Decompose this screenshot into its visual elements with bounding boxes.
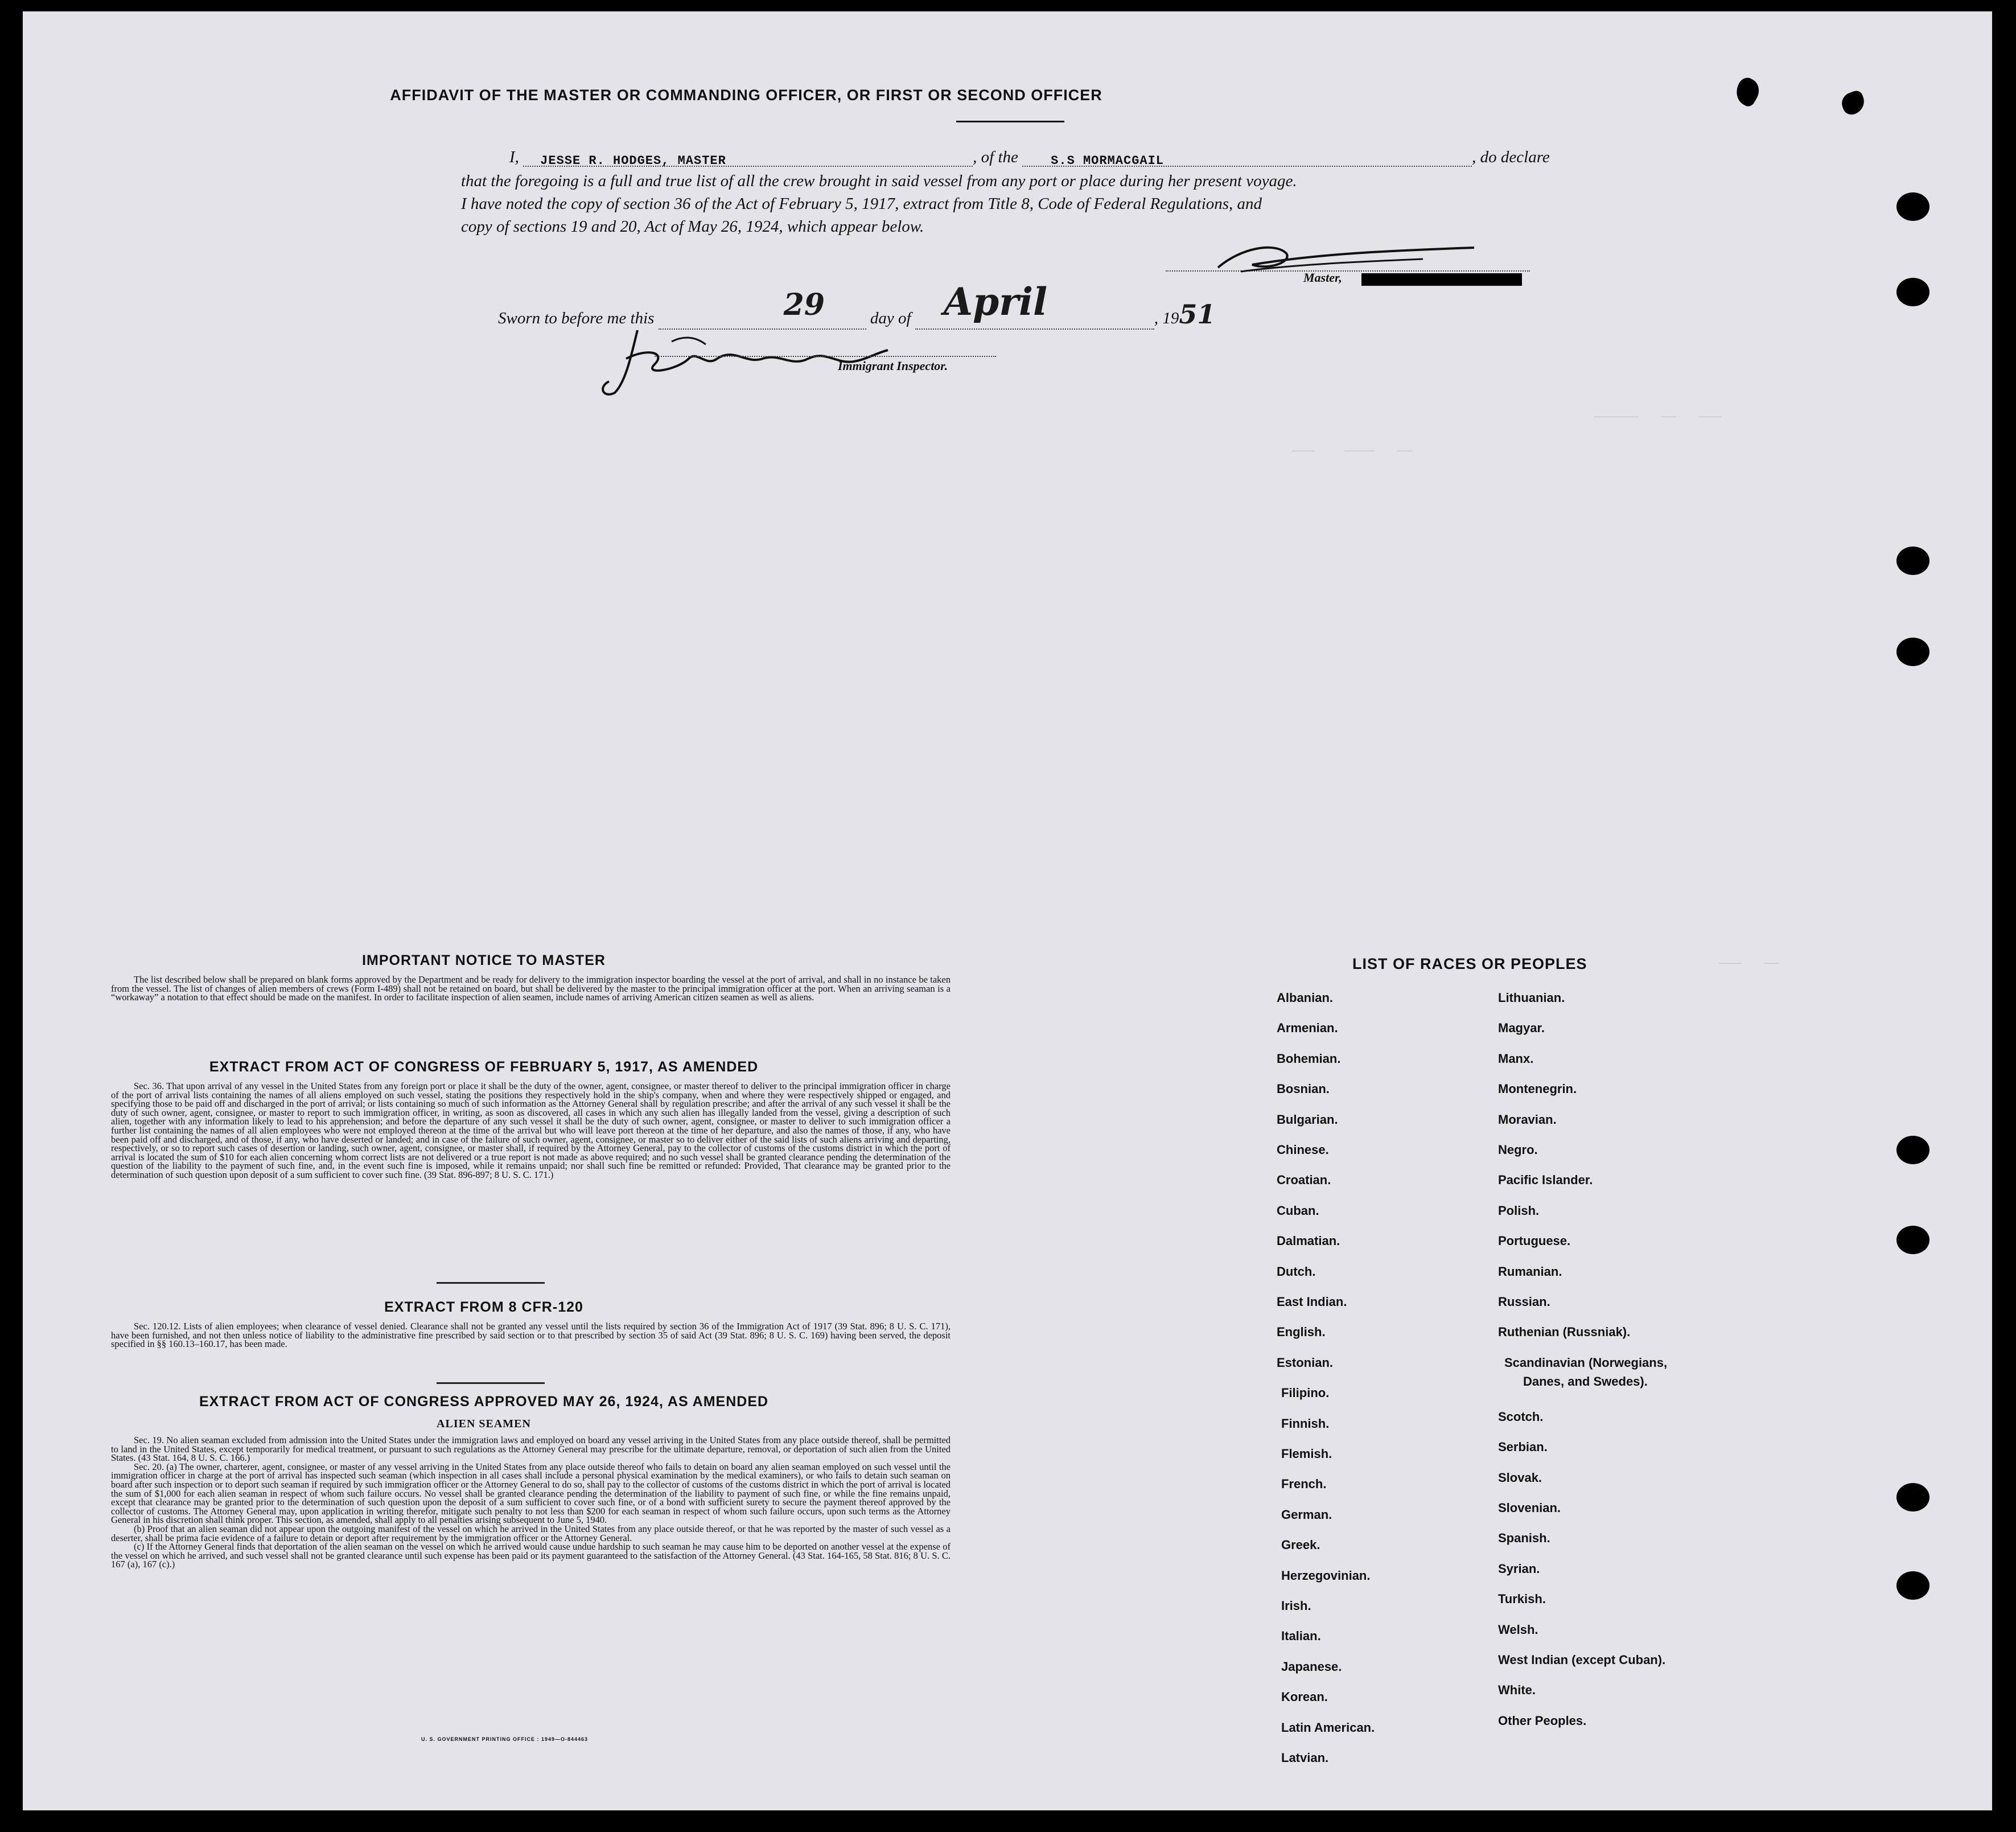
- race-item: Korean.: [1281, 1690, 1328, 1704]
- race-item: Irish.: [1281, 1599, 1311, 1613]
- race-item: Chinese.: [1277, 1143, 1329, 1157]
- race-item: Ruthenian (Russniak).: [1498, 1325, 1631, 1340]
- ink-blot: [1731, 75, 1764, 109]
- race-item: Lithuanian.: [1498, 991, 1565, 1005]
- section-19-paragraph: Sec. 19. No alien seaman excluded from admission into the United States under the immigration laws and employed on board any vessel arriving in the United States from any place outside thereof, shall be permitted to land in the United States, except temporarily for medical treatment, or pursuant to such regulations as the Attorney General may prescribe for the ultimate departure, removal, or deportation of such alien from the United States. (43 Stat. 164, 8 U. S. C. 166.): [111, 1435, 951, 1464]
- section-36-paragraph: Sec. 36. That upon arrival of any vessel in the United States from any foreign port or place it shall be the duty of the owner, agent, consignee, or master thereof to deliver to the principal immigration officer in charge of the port of arrival lists containing the names of all aliens employed on such vessel, stating the positions they respectively hold in the ship's company, when and where they were respectively shipped or engaged, and specifying those to be paid off and discharged in the port of arrival; or lists containing so much of such information as the Attorney General shall by regulation prescribe; and after the arrival of any such vessel it shall be the duty of such owner, agent, consignee, or master to report to such immigration officer, in writing, as soon as discovered, all cases in which any such alien has illegally landed from the vessel, giving a description of such alien, together with any information likely to lead to his apprehension; and before the departure of any such vessel it shall be the duty of such owner, agent, consignee, or master to deliver to such immigration officer a further list containing the names of all alien employees who were not employed thereon at the time of the arrival but who will leave port thereon at the time of her departure, and also the names of those, if any, who have been paid off and discharged, and of those, if any, who have deserted or landed; and in case of the failure of such owner, agent, consignee, or master so to deliver either of the said lists of such aliens arriving and departing, respectively, or so to report such cases of desertion or landing, such owner, agent, consignee, or master shall, if required by the Attorney General, pay to the collector of customs of the customs district in which the port of arrival is located the sum of $10 for each alien concerning whom correct lists are not delivered or a true report is not made as above required; and no such vessel shall be granted clearance pending the determination of the question of the liability to the payment of such fine, and, in the event such fine is imposed, while it remains unpaid; nor shall such fine be remitted or refunded: Provided, That clearance may be granted prior to the determination of such question upon deposit of a sum sufficient to cover such fine. (39 Stat. 896-897; 8 U. S. C. 171.): [111, 1081, 951, 1180]
- alien-seamen-subtitle: ALIEN SEAMEN: [437, 1418, 531, 1430]
- extract-cfr-title: EXTRACT FROM 8 CFR-120: [384, 1299, 583, 1315]
- punch-hole: [1896, 547, 1929, 575]
- sworn-day: 29: [783, 287, 825, 322]
- race-item: Negro.: [1498, 1143, 1538, 1157]
- race-item: Bulgarian.: [1277, 1112, 1338, 1127]
- inspector-label: Immigrant Inspector.: [838, 359, 948, 373]
- section-separator: [437, 1282, 545, 1284]
- race-item: Dutch.: [1277, 1264, 1316, 1279]
- punch-hole: [1896, 278, 1929, 306]
- punch-hole: [1896, 638, 1929, 666]
- race-item: Flemish.: [1281, 1447, 1332, 1461]
- sworn-year: 51: [1179, 299, 1216, 330]
- race-item: Slovenian.: [1498, 1501, 1561, 1515]
- sworn-month-field: [915, 280, 1154, 330]
- declarant-field: [523, 150, 973, 167]
- race-item: Latin American.: [1281, 1720, 1375, 1735]
- race-item: West Indian (except Cuban).: [1498, 1653, 1666, 1667]
- master-label: Master,: [1303, 270, 1342, 285]
- race-item: East Indian.: [1277, 1295, 1347, 1309]
- declaration-line-2: that the foregoing is a full and true list of all the crew brought in said vessel from any port or place during her present voyage.: [461, 172, 1297, 190]
- declaration-line-1: [509, 148, 1550, 167]
- document-sheet: [23, 11, 1992, 1810]
- sworn-label: Sworn to before me this: [498, 309, 655, 327]
- bleed-through: ——— ———— ——: [1292, 444, 1413, 458]
- race-item: Danes, and Swedes).: [1523, 1374, 1648, 1389]
- extract-1917-title: EXTRACT FROM ACT OF CONGRESS OF FEBRUARY 5, 1917, AS AMENDED: [209, 1059, 759, 1075]
- race-item: Manx.: [1498, 1051, 1534, 1066]
- race-item: Finnish.: [1281, 1416, 1330, 1431]
- title-rule: [956, 121, 1064, 122]
- race-item: Filipino.: [1281, 1386, 1330, 1400]
- declarant-name: JESSE R. HODGES, MASTER: [540, 154, 726, 168]
- notice-paragraph: The list described below shall be prepared on blank forms approved by the Department and be ready for delivery to the immigration inspector boarding the vessel at the port of arrival, and shall in no instance be taken from the vessel. The list of changes of alien members of crews (Form I-489) shall not be retained on board, but shall be delivered by the master to the principal immigration officer at the port. When an arriving seaman is a “workaway” a notation to that effect should be made on the manifest. In order to facilitate inspection of alien seamen, include names of arriving American citizen seamen as well as aliens.: [111, 974, 951, 1003]
- race-item: White.: [1498, 1683, 1536, 1698]
- notice-title: IMPORTANT NOTICE TO MASTER: [362, 952, 606, 968]
- race-item: English.: [1277, 1325, 1326, 1340]
- race-item: Montenegrin.: [1498, 1082, 1577, 1096]
- inspector-signature-line: [655, 350, 996, 357]
- extract-1924-body: [111, 1436, 951, 1569]
- race-item: Portuguese.: [1498, 1234, 1571, 1248]
- declaration-line-4: copy of sections 19 and 20, Act of May 26, 1924, which appear below.: [461, 217, 924, 236]
- race-item: Armenian.: [1277, 1021, 1338, 1036]
- printing-office-line: U. S. GOVERNMENT PRINTING OFFICE : 1949—O-844463: [421, 1736, 589, 1742]
- extract-cfr-body: [111, 1322, 951, 1349]
- race-item: Bosnian.: [1277, 1082, 1330, 1096]
- race-item: Syrian.: [1498, 1561, 1540, 1576]
- day-of-label: day of: [870, 309, 911, 327]
- do-declare-label: , do declare: [1472, 148, 1550, 166]
- race-item: Japanese.: [1281, 1659, 1342, 1674]
- declaration-line-3: I have noted the copy of section 36 of the Act of February 5, 1917, extract from Title 8, Code of Federal Regulations, and: [461, 195, 1262, 213]
- race-item: Albanian.: [1277, 991, 1334, 1005]
- of-the-label: , of the: [973, 148, 1018, 166]
- race-item: Rumanian.: [1498, 1264, 1562, 1279]
- race-item: Greek.: [1281, 1538, 1320, 1552]
- race-item: Turkish.: [1498, 1592, 1546, 1607]
- punch-hole: [1896, 192, 1929, 221]
- sworn-month: April: [943, 280, 1048, 324]
- race-item: Scotch.: [1498, 1409, 1544, 1424]
- race-item: Moravian.: [1498, 1112, 1557, 1127]
- race-item: Russian.: [1498, 1295, 1550, 1309]
- notice-body: [111, 975, 951, 1002]
- section-20c-paragraph: (c) If the Attorney General finds that deportation of the alien seaman on the vessel on which he arrived would cause undue hardship to such seaman he may cause him to be deported on another vessel at the expense of the vessel on which he arrived, and such vessel shall not be granted clearance until such expense has been paid or its payment guaranteed to the satisfaction of the Attorney General. (43 Stat. 164-165, 58 Stat. 816; 8 U. S. C. 167 (a), 167 (c).): [111, 1541, 951, 1570]
- race-item: Dalmatian.: [1277, 1234, 1340, 1248]
- extract-1917-body: [111, 1082, 951, 1180]
- section-separator: [437, 1382, 545, 1384]
- race-item: Herzegovinian.: [1281, 1568, 1371, 1583]
- punch-hole: [1896, 1571, 1929, 1600]
- race-item: Estonian.: [1277, 1355, 1334, 1370]
- race-item: Other Peoples.: [1498, 1713, 1587, 1728]
- race-item: Magyar.: [1498, 1021, 1545, 1036]
- race-item: German.: [1281, 1507, 1332, 1522]
- section-20a-paragraph: Sec. 20. (a) The owner, charterer, agent, consignee, or master of any vessel arriving in the United States from any place outside thereof who fails to detain on board any alien seaman employed on such vessel until the immigration officer in charge at the port of arrival has inspected such seaman (which inspection in all cases shall include a personal physical examination by the medical examiners), or who fails to detain such seaman on board after such inspection or to deport such seaman if required by such immigration officer or the Attorney General to do so, shall pay to the collector of customs of the customs district in which the port of arrival is located the sum of $1,000 for each alien seaman in respect of whom such failure occurs. No vessel shall be granted clearance pending the determination of the liability to payment of such fine, or while the fine remains unpaid, except that clearance may be granted prior to the determination of such question upon the deposit of a sum sufficient to cover such fine, or of a bond with sufficient surety to secure the payment thereof approved by the collector of customs. The Attorney General may, upon application in writing therefor, mitigate such penalty to not less than $200 for each seaman in respect of whom such failure occurs, upon such terms as the Attorney General in his discretion shall think proper. This section, as amended, shall apply to all penalties arising subsequent to June 5, 1940.: [111, 1461, 951, 1526]
- race-item: Cuban.: [1277, 1203, 1319, 1218]
- race-item: Scandinavian (Norwegians,: [1504, 1355, 1668, 1370]
- race-item: Bohemian.: [1277, 1051, 1341, 1066]
- race-item: Pacific Islander.: [1498, 1173, 1593, 1188]
- vessel-name: S.S MORMACGAIL: [1051, 154, 1165, 168]
- ink-blot: [1839, 89, 1868, 117]
- affidavit-title: AFFIDAVIT OF THE MASTER OR COMMANDING OFFICER, OR FIRST OR SECOND OFFICER: [390, 87, 1102, 104]
- race-item: Spanish.: [1498, 1531, 1550, 1546]
- race-item: Latvian.: [1281, 1751, 1329, 1765]
- year-prefix: , 19: [1154, 309, 1179, 327]
- races-title: LIST OF RACES OR PEOPLES: [1352, 955, 1587, 972]
- extract-1924-title: EXTRACT FROM ACT OF CONGRESS APPROVED MAY 26, 1924, AS AMENDED: [199, 1394, 769, 1410]
- vessel-field: [1022, 150, 1472, 167]
- bleed-through: ——— ——: [1719, 956, 1779, 971]
- section-20b-paragraph: (b) Proof that an alien seaman did not appear upon the outgoing manifest of the vessel on which he arrived in the United States from any place outside thereof, or that he was reported by the master of such vessel as a deserter, shall be prima facie evidence of a failure to detain or deport after requirement by the immigration officer or the Attorney General.: [111, 1523, 951, 1543]
- punch-hole: [1896, 1136, 1929, 1164]
- punch-hole: [1896, 1226, 1929, 1254]
- race-item: Polish.: [1498, 1203, 1540, 1218]
- bleed-through: —————— —— ———: [1594, 410, 1722, 424]
- race-item: Serbian.: [1498, 1440, 1548, 1455]
- punch-hole: [1896, 1483, 1929, 1511]
- redaction-bar: [1361, 273, 1522, 286]
- race-item: Croatian.: [1277, 1173, 1331, 1188]
- race-item: Slovak.: [1498, 1470, 1542, 1485]
- race-item: Welsh.: [1498, 1622, 1538, 1637]
- i-label: I,: [509, 148, 519, 166]
- race-item: Italian.: [1281, 1629, 1321, 1644]
- race-item: French.: [1281, 1477, 1327, 1492]
- section-120-12-paragraph: Sec. 120.12. Lists of alien employees; when clearance of vessel denied. Clearance shall not be granted any vessel until the lists required by section 36 of the Immigration Act of 1917 (39 Stat. 896; 8 U. S. C. 171), have been furnished, and not then unless notice of liability to the administrative fine prescribed by said section or to that prescribed by section 35 of said Act (39 Stat. 896; 8 U. S. C. 169) having been served, the deposit specified in §§ 160.13–160.17, has been made.: [111, 1321, 951, 1350]
